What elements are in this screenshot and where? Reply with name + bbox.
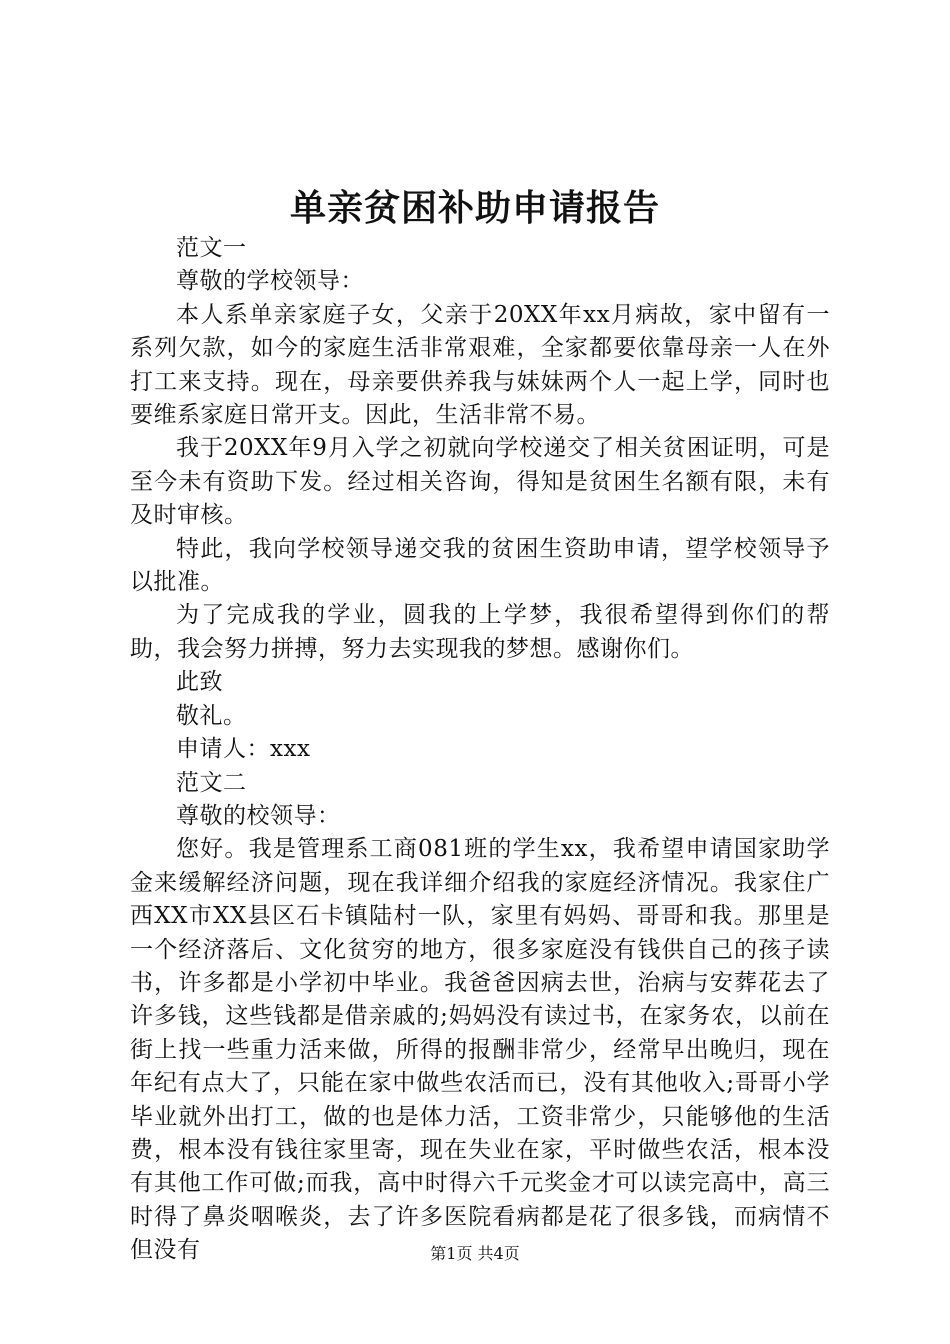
section-heading-1: 范文一 bbox=[176, 235, 247, 261]
page-number: 第1页 共4页 bbox=[430, 1244, 520, 1263]
body-paragraph: 特此，我向学校领导递交我的贫困生资助申请，望学校领导予以批准。 bbox=[130, 535, 830, 596]
salutation-2: 尊敬的校领导： bbox=[176, 802, 341, 829]
section-heading-2: 范文二 bbox=[176, 769, 247, 796]
body-paragraph: 本人系单亲家庭子女，父亲于20XX年xx月病故，家中留有一系列欠款，如今的家庭生活非常艰难，全家都要依靠母亲一人在外打工来支持。现在，母亲要供养我与妹妹两个人一起上学，同时也要维系家庭日常开支。因此，生活非常不易。 bbox=[130, 301, 830, 429]
closing-line: 敬礼。 bbox=[176, 702, 247, 729]
applicant-line: 申请人：xxx bbox=[176, 736, 311, 763]
closing-line: 此致 bbox=[176, 669, 223, 696]
document-body bbox=[130, 232, 830, 1268]
body-paragraph: 您好。我是管理系工商081班的学生xx，我希望申请国家助学金来缓解经济问题，现在我详细介绍我的家庭经济情况。我家住广西XX市XX县区石卡镇陆村一队，家里有妈妈、哥哥和我。那里是一个经济落后、文化贫穷的地方，很多家庭没有钱供自己的孩子读书，许多都是小学初中毕业。我爸爸因病去世，治病与安葬花去了许多钱，这些钱都是借亲戚的;妈妈没有读过书，在家务农，以前在街上找一些重力活来做，所得的报酬非常少，经常早出晚归，现在年纪有点大了，只能在家中做些农活而已，没有其他收入;哥哥小学毕业就外出打工，做的也是体力活，工资非常少，只能够他的生活费，根本没有钱往家里寄，现在失业在家，平时做些农活，根本没有其他工作可做;而我，高中时得六千元奖金才可以读完高中，高三时得了鼻炎咽喉炎，去了许多医院看病都是花了很多钱，而病情不但没有 bbox=[130, 836, 830, 1264]
body-paragraph: 为了完成我的学业，圆我的上学梦，我很希望得到你们的帮助，我会努力拼搏，努力去实现我的梦想。感谢你们。 bbox=[130, 602, 830, 662]
document-title: 单亲贫困补助申请报告 bbox=[289, 187, 660, 229]
body-paragraph: 我于20XX年9月入学之初就向学校递交了相关贫困证明，可是至今未有资助下发。经过相关咨询，得知是贫困生名额有限，未有及时审核。 bbox=[130, 435, 830, 529]
salutation-1: 尊敬的学校领导： bbox=[176, 268, 364, 295]
